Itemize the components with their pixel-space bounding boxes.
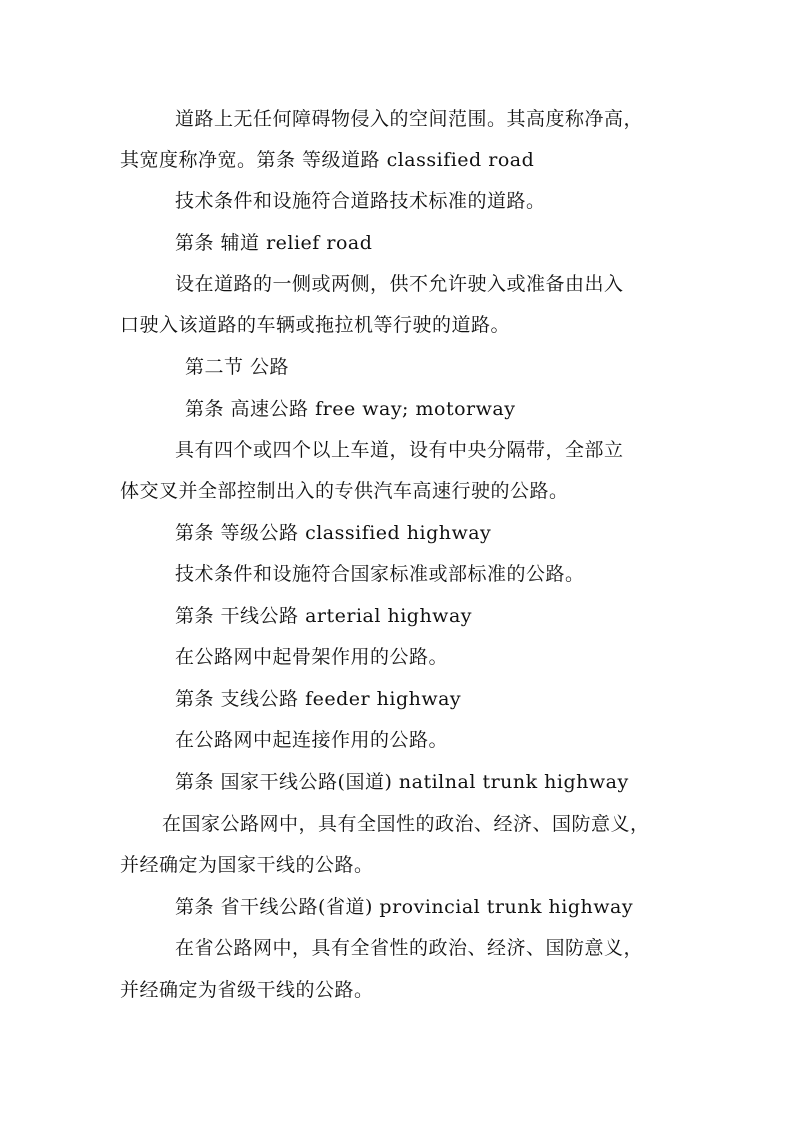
paragraph-line: 设在道路的一侧或两侧，供不允许驶入或准备由出入: [175, 273, 624, 295]
paragraph-line: 在公路网中起骨架作用的公路。: [175, 646, 449, 668]
paragraph-line: 技术条件和设施符合道路技术标准的道路。: [175, 190, 546, 212]
article-heading: 第条 国家干线公路(国道) natilnal trunk highway: [175, 771, 629, 793]
paragraph-line: 口驶入该道路的车辆或拖拉机等行驶的道路。: [120, 314, 511, 336]
article-heading: 第条 高速公路 free way; motorway: [185, 398, 516, 420]
paragraph-line: 并经确定为国家干线的公路。: [120, 854, 374, 876]
paragraph-line: 技术条件和设施符合国家标准或部标准的公路。: [175, 563, 585, 585]
section-heading: 第二节 公路: [185, 356, 290, 378]
article-heading: 第条 干线公路 arterial highway: [175, 605, 473, 627]
article-heading: 第条 辅道 relief road: [175, 232, 373, 254]
paragraph-line: 道路上无任何障碍物侵入的空间范围。其高度称净高，: [175, 108, 644, 130]
paragraph-line: 其宽度称净宽。第条 等级道路 classified road: [120, 149, 535, 171]
paragraph-line: 并经确定为省级干线的公路。: [120, 979, 374, 1001]
paragraph-line: 具有四个或四个以上车道，设有中央分隔带，全部立: [175, 439, 624, 461]
paragraph-line: 在公路网中起连接作用的公路。: [175, 729, 449, 751]
paragraph-line: 在国家公路网中，具有全国性的政治、经济、国防意义，: [162, 813, 650, 835]
article-heading: 第条 省干线公路(省道) provincial trunk highway: [175, 896, 634, 918]
paragraph-line: 体交叉并全部控制出入的专供汽车高速行驶的公路。: [120, 480, 569, 502]
article-heading: 第条 等级公路 classified highway: [175, 522, 492, 544]
article-heading: 第条 支线公路 feeder highway: [175, 688, 462, 710]
paragraph-line: 在省公路网中，具有全省性的政治、经济、国防意义，: [175, 937, 644, 959]
